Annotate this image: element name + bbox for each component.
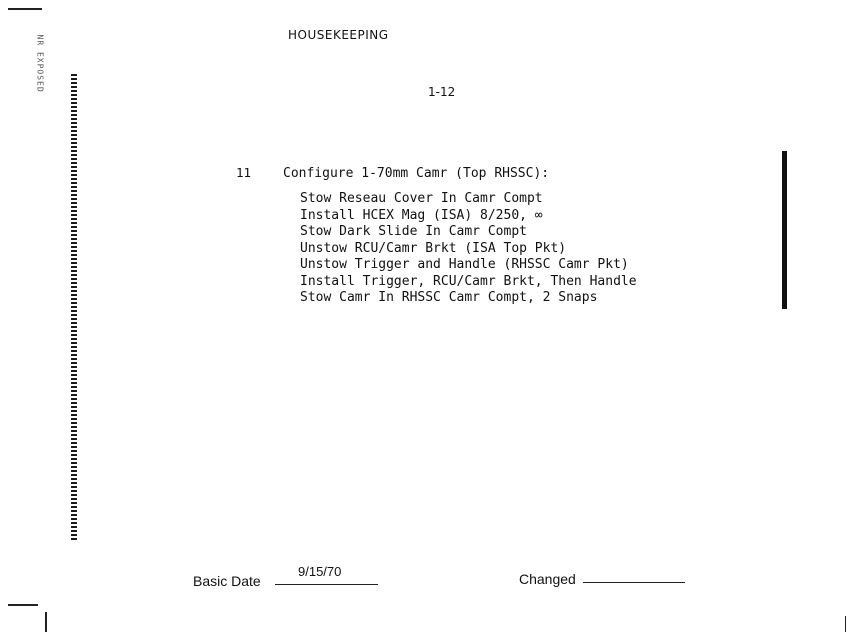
step-number: 11 xyxy=(236,165,252,180)
margin-vertical-text: NR EXPOSED xyxy=(35,34,45,93)
binder-perforation-strip xyxy=(71,74,77,542)
basic-date-value: 9/15/70 xyxy=(298,564,342,579)
step-item: Stow Dark Slide In Camr Compt xyxy=(300,224,527,239)
revision-change-bar xyxy=(782,151,787,309)
step-title: Configure 1-70mm Camr (Top RHSSC): xyxy=(283,166,550,181)
page-number: 1-12 xyxy=(428,85,456,99)
section-title: HOUSEKEEPING xyxy=(288,28,389,42)
basic-date-label: Basic Date xyxy=(193,573,261,589)
step-item-list xyxy=(300,191,637,307)
step-item: Unstow Trigger and Handle (RHSSC Camr Pkt) xyxy=(300,257,629,272)
changed-underline xyxy=(583,582,685,583)
bottom-margin-rule xyxy=(8,604,38,606)
step-item: Stow Camr In RHSSC Camr Compt, 2 Snaps xyxy=(300,290,598,305)
step-item: Stow Reseau Cover In Camr Compt xyxy=(300,191,543,206)
changed-label: Changed xyxy=(519,571,576,587)
top-margin-rule xyxy=(8,8,42,10)
bottom-right-tick xyxy=(845,616,846,632)
step-item: Unstow RCU/Camr Brkt (ISA Top Pkt) xyxy=(300,240,567,256)
basic-date-underline xyxy=(275,584,378,585)
bottom-left-tick xyxy=(45,612,47,632)
step-item: Install Trigger, RCU/Camr Brkt, Then Handle xyxy=(300,273,637,289)
step-item: Install HCEX Mag (ISA) 8/250, ∞ xyxy=(300,207,543,223)
